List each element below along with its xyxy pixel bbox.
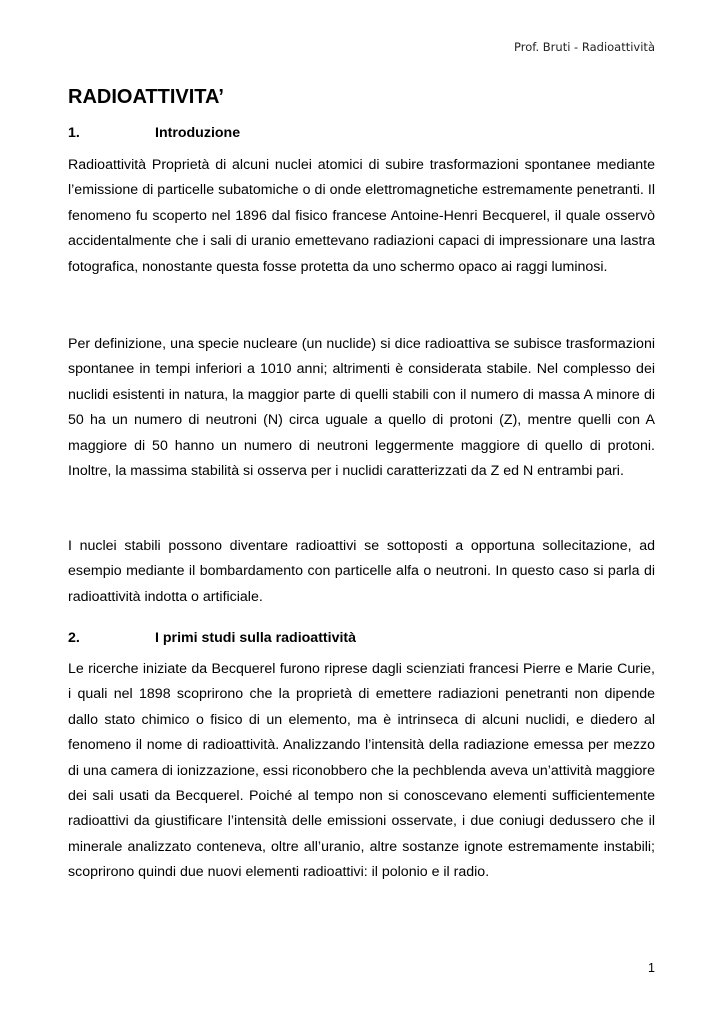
paragraph: Per definizione, una specie nucleare (un nuclide) si dice radioattiva se subisce trasformazioni spontanee in tempi inferiori a 1010 anni; altrimenti è considerata stabile. Nel complesso dei nuclidi esistenti in natura, la maggior parte di quelli stabili con il numero di massa A minore di 50 ha un numero di neutroni (N) circa uguale a quello di protoni (Z), mentre quelli con A maggiore di 50 hanno un numero di neutroni leggermente maggiore di quello di protoni. Inoltre, la massima stabilità si osserva per i nuclidi caratterizzati da Z ed N entrambi pari. <box>68 336 655 480</box>
section-number: 2. <box>68 630 80 646</box>
page-number: 1 <box>648 961 655 975</box>
section-number: 1. <box>68 125 80 141</box>
paragraph: Radioattività Proprietà di alcuni nuclei atomici di subire trasformazioni spontanee mediante l’emissione di particelle subatomiche o di onde elettromagnetiche estremamente penetranti. Il fenomeno fu scoperto nel 1896 dal fisico francese Antoine-Henri Becquerel, il quale osservò accidentalmente che i sali di uranio emettevano radiazioni capaci di impressionare una lastra fotografica, nonostante questa fosse protetta da uno schermo opaco ai raggi luminosi. <box>68 157 655 275</box>
section-title: Introduzione <box>155 125 241 141</box>
section-title: I primi studi sulla radioattività <box>155 630 357 646</box>
section-heading-introduzione <box>68 125 240 141</box>
running-header: Prof. Bruti - Radioattività <box>514 40 655 54</box>
document-title: RADIOATTIVITA’ <box>68 86 224 108</box>
section-heading-primi-studi <box>68 630 356 646</box>
paragraph: I nuclei stabili possono diventare radioattivi se sottoposti a opportuna sollecitazione, ad esempio mediante il bombardamento con particelle alfa o neutroni. In questo caso si parla di radioattività indotta o artificiale. <box>68 538 655 605</box>
paragraph: Le ricerche iniziate da Becquerel furono riprese dagli scienziati francesi Pierre e Marie Curie, i quali nel 1898 scoprirono che la proprietà di emettere radiazioni penetranti non dipende dallo stato chimico o fisico di un elemento, ma è intrinseca di alcuni nuclidi, e diedero al fenomeno il nome di radioattività. Analizzando l’intensità della radiazione emessa per mezzo di una camera di ionizzazione, essi riconobbero che la pechblenda aveva un’attività maggiore dei sali usati da Becquerel. Poiché al tempo non si conoscevano elementi sufficientemente radioattivi da giustificare l’intensità delle emissioni osservate, i due coniugi dedussero che il minerale analizzato conteneva, oltre all’uranio, altre sostanze ignote estremamente instabili; scoprirono quindi due nuovi elementi radioattivi: il polonio e il radio. <box>68 661 655 881</box>
